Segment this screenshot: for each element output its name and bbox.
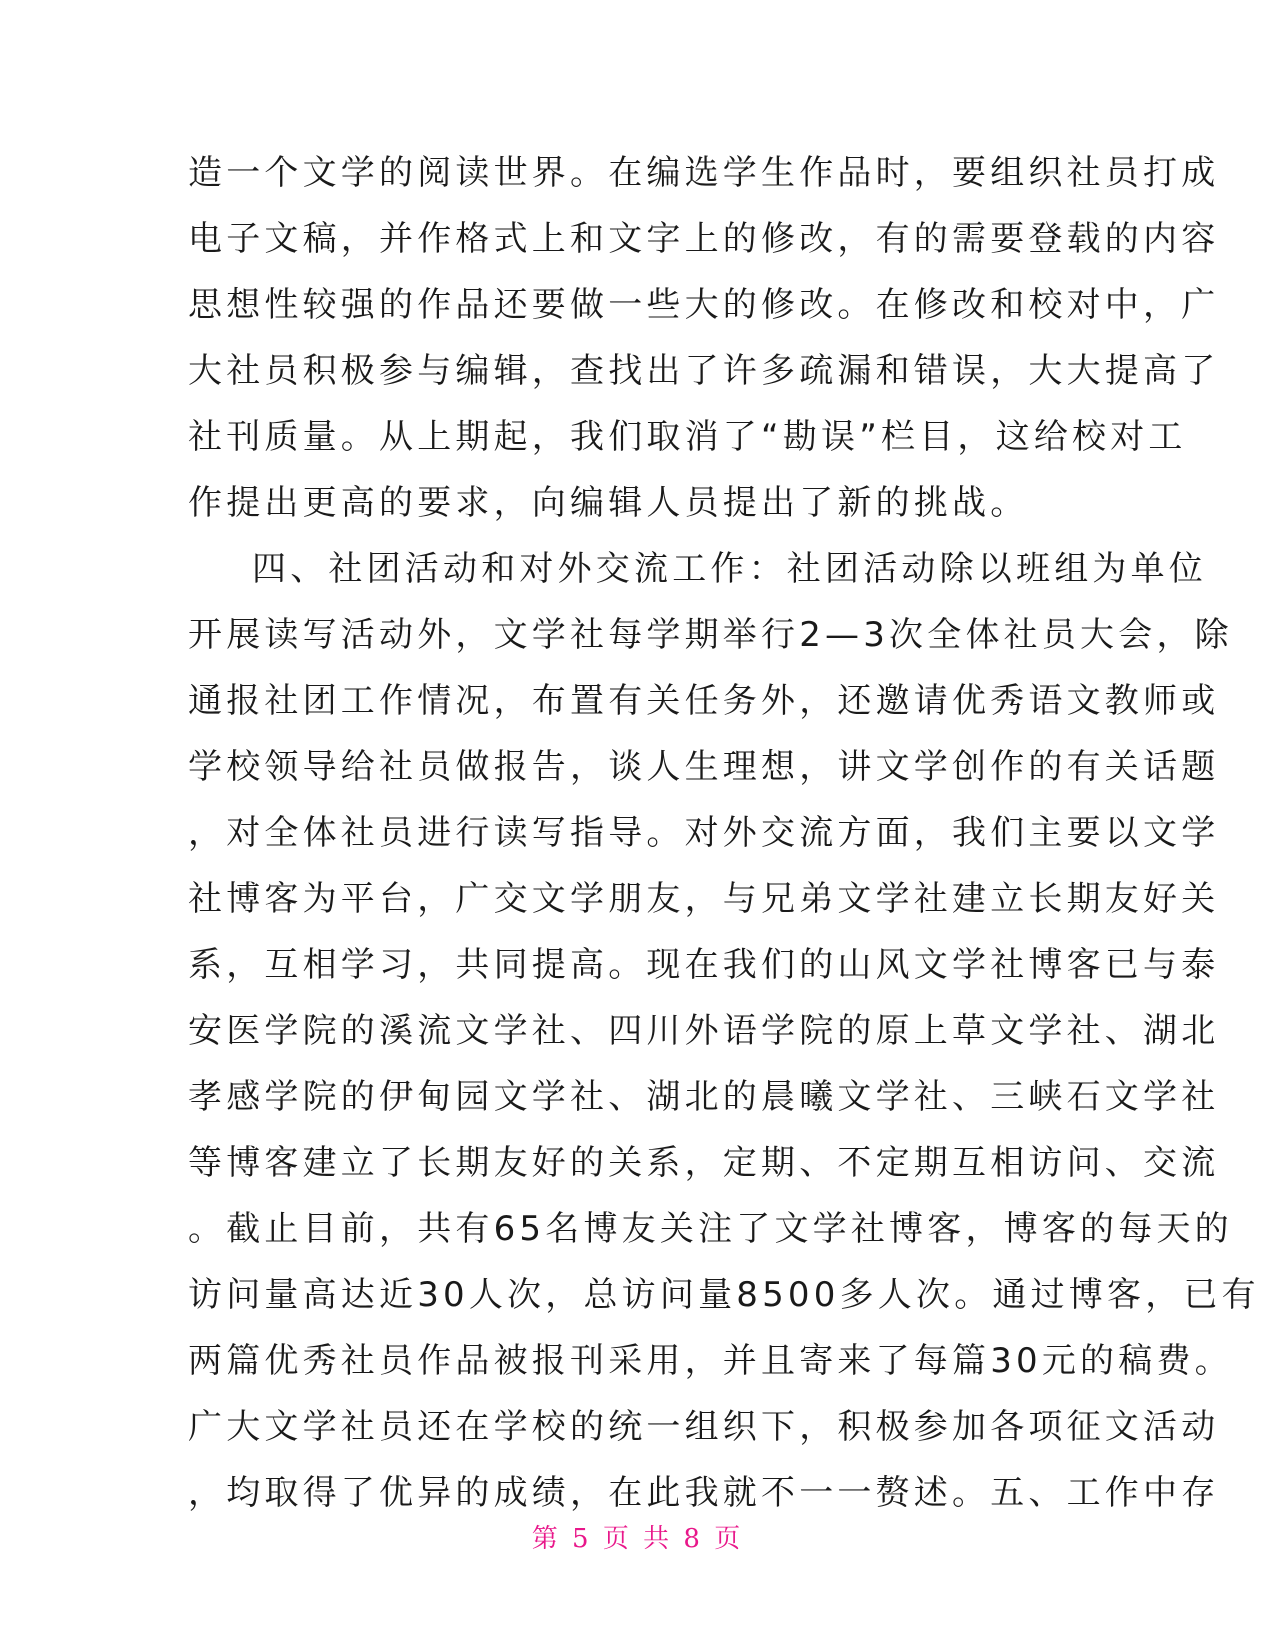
text-line: 电子文稿，并作格式上和文字上的修改，有的需要登载的内容 xyxy=(188,219,1220,259)
text-line: 学校领导给社员做报告，谈人生理想，讲文学创作的有关话题 xyxy=(188,747,1220,787)
text-line: 等博客建立了长期友好的关系，定期、不定期互相访问、交流 xyxy=(188,1143,1220,1183)
body-text xyxy=(188,140,1260,1526)
text-line: 思想性较强的作品还要做一些大的修改。在修改和校对中，广 xyxy=(188,285,1220,325)
paragraph-start-line: 四、社团活动和对外交流工作：社团活动除以班组为单位 xyxy=(252,549,1207,589)
text-line: ，对全体社员进行读写指导。对外交流方面，我们主要以文学 xyxy=(188,813,1220,853)
text-line: 大社员积极参与编辑，查找出了许多疏漏和错误，大大提高了 xyxy=(188,351,1220,391)
text-line: 。截止目前，共有65名博友关注了文学社博客，博客的每天的 xyxy=(188,1209,1233,1249)
page-number: 第 5 页 共 8 页 xyxy=(531,1524,744,1554)
page-footer xyxy=(0,1518,1275,1555)
text-line: 作提出更高的要求，向编辑人员提出了新的挑战。 xyxy=(188,483,1029,523)
text-line: 开展读写活动外，文学社每学期举行2—3次全体社员大会，除 xyxy=(188,615,1233,655)
text-line: 造一个文学的阅读世界。在编选学生作品时，要组织社员打成 xyxy=(188,153,1220,193)
text-line: 社刊质量。从上期起，我们取消了“勘误”栏目，这给校对工 xyxy=(188,417,1187,457)
text-line: 孝感学院的伊甸园文学社、湖北的晨曦文学社、三峡石文学社 xyxy=(188,1077,1220,1117)
text-line: 访问量高达近30人次，总访问量8500多人次。通过博客，已有 xyxy=(188,1275,1260,1315)
text-line: ，均取得了优异的成绩，在此我就不一一赘述。五、工作中存 xyxy=(188,1473,1220,1513)
text-line: 安医学院的溪流文学社、四川外语学院的原上草文学社、湖北 xyxy=(188,1011,1220,1051)
text-line: 广大文学社员还在学校的统一组织下，积极参加各项征文活动 xyxy=(188,1407,1220,1447)
text-line: 系，互相学习，共同提高。现在我们的山风文学社博客已与泰 xyxy=(188,945,1220,985)
text-line: 通报社团工作情况，布置有关任务外，还邀请优秀语文教师或 xyxy=(188,681,1220,721)
text-line: 社博客为平台，广交文学朋友，与兄弟文学社建立长期友好关 xyxy=(188,879,1220,919)
text-line: 两篇优秀社员作品被报刊采用，并且寄来了每篇30元的稿费。 xyxy=(188,1341,1233,1381)
